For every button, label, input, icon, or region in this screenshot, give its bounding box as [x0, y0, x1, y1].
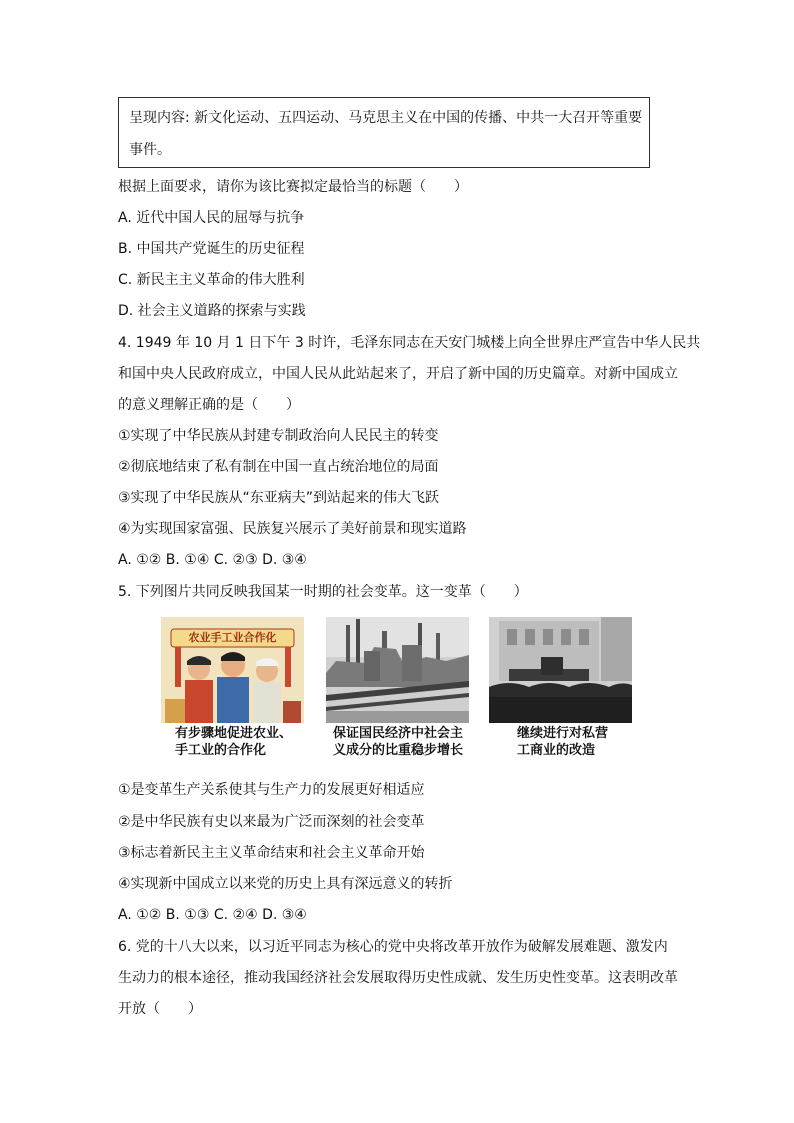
- box-line-2: 事件。: [129, 142, 171, 158]
- q4-item-1: ①实现了中华民族从封建专制政治向人民民主的转变: [118, 428, 439, 444]
- cooperative-poster-image: [161, 617, 304, 723]
- q3-option-c: C. 新民主主义革命的伟大胜利: [118, 272, 305, 288]
- q4-item-4: ④为实现国家富强、民族复兴展示了美好前景和现实道路: [118, 521, 467, 537]
- q4-item-2: ②彻底地结束了私有制在中国一直占统治地位的局面: [118, 459, 439, 475]
- caption-3-line-2: 工商业的改造: [517, 743, 596, 758]
- q6-stem-line-3: 开放（ ）: [118, 1001, 202, 1017]
- q5-item-1: ①是变革生产关系使其与生产力的发展更好相适应: [118, 782, 425, 798]
- q3-option-a: A. 近代中国人民的屈辱与抗争: [118, 210, 305, 226]
- content-box: [118, 97, 650, 168]
- q3-option-d: D. 社会主义道路的探索与实践: [118, 303, 306, 319]
- q4-answers: A. ①② B. ①④ C. ②③ D. ③④: [118, 552, 307, 568]
- q4-stem-line-2: 和国中央人民政府成立，中国人民从此站起来了，开启了新中国的历史篇章。对新中国成立: [118, 366, 678, 382]
- q4-stem-line-1: 4. 1949 年 10 月 1 日下午 3 时许，毛泽东同志在天安门城楼上向全世界庄严宣告中华人民共: [118, 335, 701, 351]
- q4-item-3: ③实现了中华民族从“东亚病夫”到站起来的伟大飞跃: [118, 490, 440, 506]
- q4-stem-line-3: 的意义理解正确的是（ ）: [118, 397, 300, 413]
- q3-option-b: B. 中国共产党诞生的历史征程: [118, 241, 305, 257]
- q5-item-4: ④实现新中国成立以来党的历史上具有深远意义的转折: [118, 876, 453, 892]
- q5-answers: A. ①② B. ①③ C. ②④ D. ③④: [118, 907, 307, 923]
- caption-2-line-2: 义成分的比重稳步增长: [333, 743, 464, 758]
- caption-3-line-1: 继续进行对私营: [517, 726, 609, 741]
- q5-stem: 5. 下列图片共同反映我国某一时期的社会变革。这一变革（ ）: [118, 584, 528, 600]
- caption-1-line-1: 有步骤地促进农业、: [175, 726, 293, 741]
- caption-2-line-1: 保证国民经济中社会主: [333, 726, 464, 741]
- poster-banner-text: 农业手工业合作化: [188, 631, 277, 644]
- factory-photo-image: [326, 617, 469, 723]
- q5-item-3: ③标志着新民主主义革命结束和社会主义革命开始: [118, 845, 425, 861]
- q3-stem: 根据上面要求，请你为该比赛拟定最恰当的标题（ ）: [118, 179, 468, 195]
- box-line-1: 呈现内容: 新文化运动、五四运动、马克思主义在中国的传播、中共一大召开等重要: [129, 110, 643, 126]
- q6-stem-line-2: 生动力的根本途径，推动我国经济社会发展取得历史性成就、发生历史性变革。这表明改革: [118, 970, 678, 986]
- crowd-photo-image: [489, 617, 632, 723]
- q5-item-2: ②是中华民族有史以来最为广泛而深刻的社会变革: [118, 814, 425, 830]
- q6-stem-line-1: 6. 党的十八大以来，以习近平同志为核心的党中央将改革开放作为破解发展难题、激发内: [118, 939, 668, 955]
- caption-1-line-2: 手工业的合作化: [175, 743, 267, 758]
